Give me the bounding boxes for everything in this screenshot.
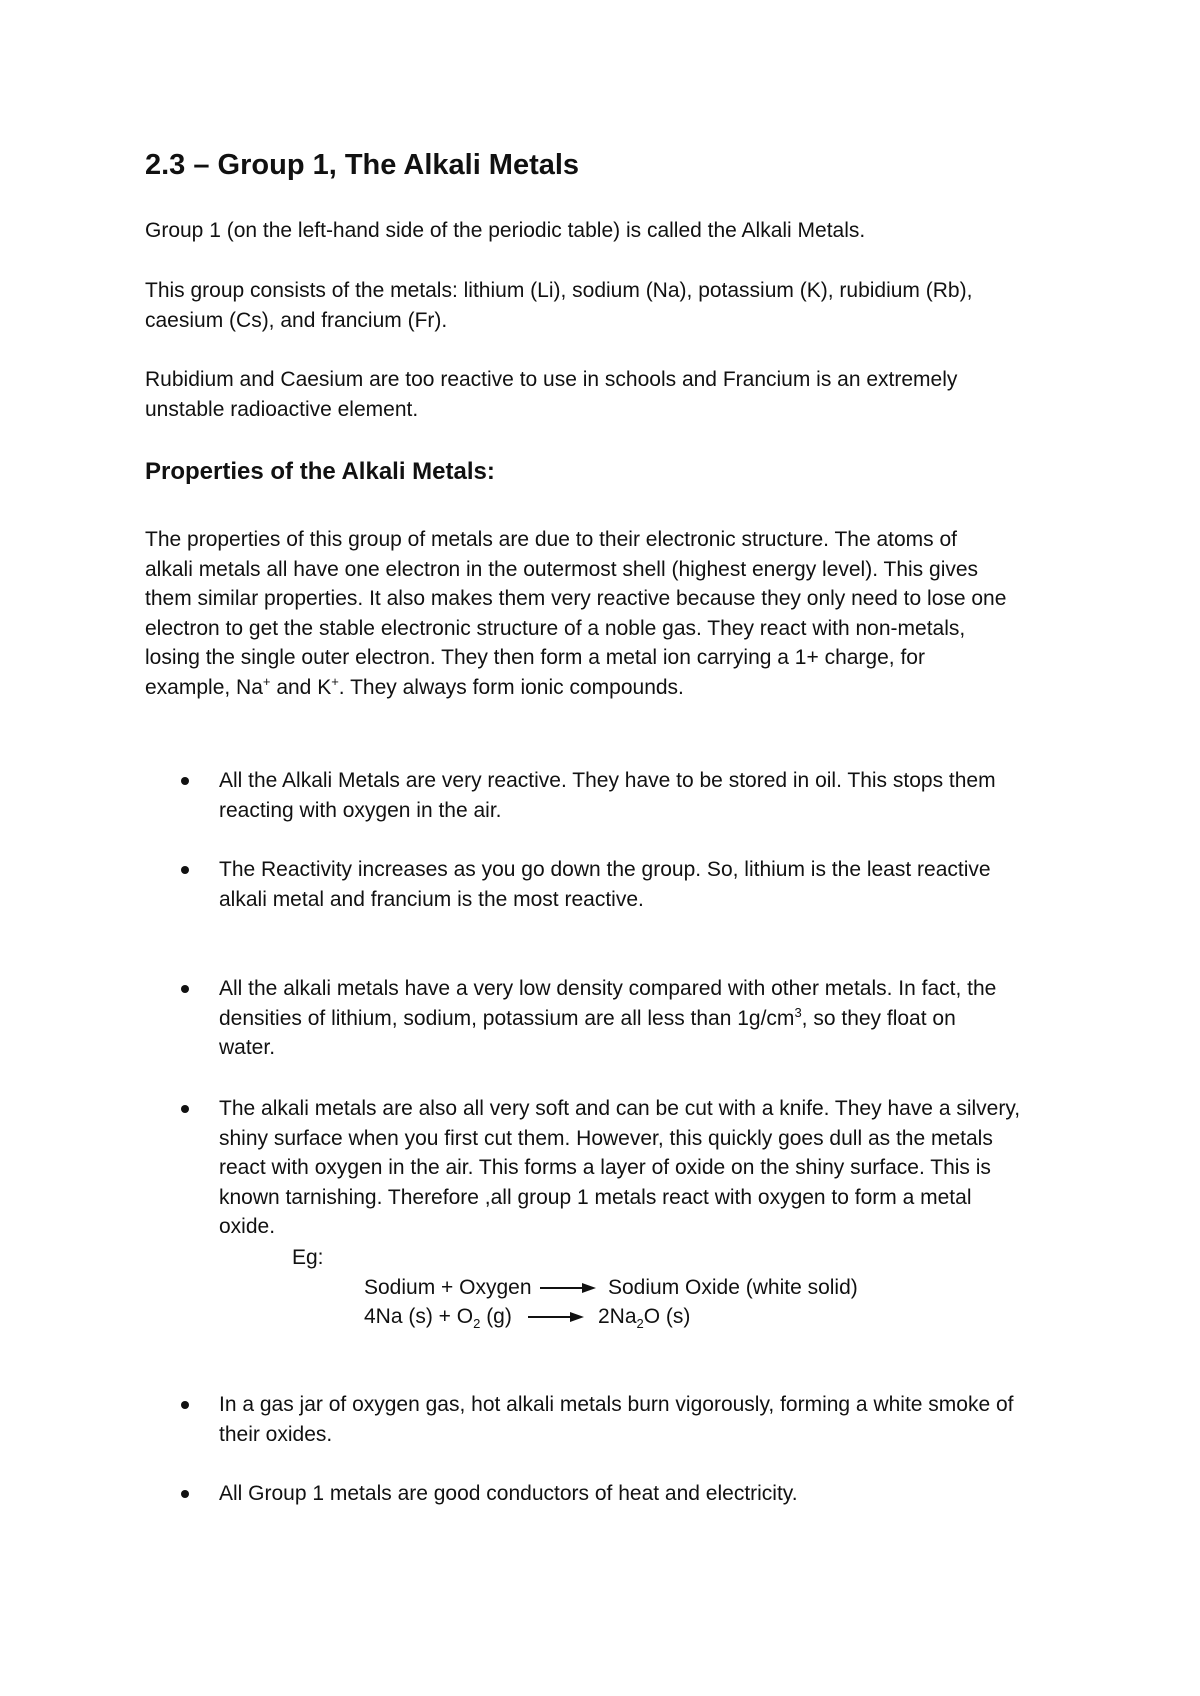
list-line: shiny surface when you first cut them. However, this quickly goes dull as the metals xyxy=(219,1126,993,1150)
text-run: . They always form ionic compounds. xyxy=(338,675,684,699)
list-line: their oxides. xyxy=(219,1422,333,1446)
symbol-equation xyxy=(364,1302,691,1332)
bullet-icon xyxy=(181,1490,189,1498)
superscript: 3 xyxy=(794,1004,802,1020)
symbol-equation-products xyxy=(598,1302,690,1332)
text-run: 4Na (s) + O xyxy=(364,1305,474,1328)
list-line: oxide. xyxy=(219,1215,276,1238)
text-run: and K xyxy=(270,675,332,699)
list-line: The Reactivity increases as you go down the group. So, lithium is the least reactive xyxy=(219,858,991,881)
list-line: All the alkali metals have a very low density compared with other metals. In fact, the xyxy=(219,977,997,1000)
intro-line: unstable radioactive element. xyxy=(145,397,419,421)
intro-line: This group consists of the metals: lithium (Li), sodium (Na), potassium (K), rubidium (Rb), xyxy=(145,279,973,302)
text-run: 2Na xyxy=(598,1305,637,1328)
reaction-arrow-icon xyxy=(540,1282,596,1294)
paragraph-line: losing the single outer electron. They then form a metal ion carrying a 1+ charge, for xyxy=(145,646,925,669)
bullet-icon xyxy=(181,1401,189,1409)
bullet-icon xyxy=(181,1105,189,1113)
intro-paragraph-2 xyxy=(145,276,1065,335)
intro-paragraph-1 xyxy=(145,216,1065,246)
section-heading: Properties of the Alkali Metals: xyxy=(145,458,495,485)
bullet-icon xyxy=(181,777,189,785)
text-run: O (s) xyxy=(643,1305,691,1328)
word-equation-products: Sodium Oxide (white solid) xyxy=(608,1276,858,1299)
list-item-text xyxy=(219,855,1099,914)
example-label: Eg: xyxy=(292,1246,324,1269)
list-line: All the Alkali Metals are very reactive. They have to be stored in oil. This stops them xyxy=(219,769,996,792)
paragraph-line: electron to get the stable electronic structure of a noble gas. They react with non-metals, xyxy=(145,616,966,640)
subscript: 2 xyxy=(636,1316,644,1332)
properties-paragraph xyxy=(145,525,1065,702)
text-run: example, Na xyxy=(145,675,263,699)
list-item-text xyxy=(219,766,1099,825)
superscript: + xyxy=(262,673,271,689)
intro-line: Group 1 (on the left-hand side of the periodic table) is called the Alkali Metals. xyxy=(145,219,866,242)
page-title: 2.3 – Group 1, The Alkali Metals xyxy=(145,149,580,181)
list-line: known tarnishing. Therefore ,all group 1 metals react with oxygen to form a metal xyxy=(219,1185,972,1209)
intro-line: Rubidium and Caesium are too reactive to use in schools and Francium is an extremely xyxy=(145,368,958,391)
word-equation xyxy=(364,1273,858,1303)
bullet-icon xyxy=(181,866,189,874)
list-item-text xyxy=(219,1479,1099,1509)
text-run: densities of lithium, sodium, potassium are all less than 1g/cm xyxy=(219,1006,795,1030)
paragraph-line xyxy=(145,673,1065,703)
list-line: alkali metal and francium is the most reactive. xyxy=(219,887,644,911)
list-line: water. xyxy=(219,1036,276,1059)
list-line: In a gas jar of oxygen gas, hot alkali metals burn vigorously, forming a white smoke of xyxy=(219,1393,1014,1416)
symbol-equation-reactants xyxy=(364,1305,512,1332)
list-line: react with oxygen in the air. This forms a layer of oxide on the shiny surface. This is xyxy=(219,1156,991,1179)
list-line: The alkali metals are also all very soft and can be cut with a knife. They have a silvery, xyxy=(219,1097,1021,1120)
list-item-text xyxy=(219,974,1099,1063)
text-run: (g) xyxy=(480,1305,512,1328)
paragraph-line: them similar properties. It also makes them very reactive because they only need to lose one xyxy=(145,587,1007,610)
list-line xyxy=(219,1004,1099,1034)
word-equation-reactants: Sodium + Oxygen xyxy=(364,1276,532,1299)
list-line: All Group 1 metals are good conductors of heat and electricity. xyxy=(219,1482,798,1505)
intro-paragraph-3 xyxy=(145,365,1065,424)
bullet-icon xyxy=(181,985,189,993)
list-item-text xyxy=(219,1390,1099,1449)
superscript: + xyxy=(331,673,339,689)
reaction-arrow-icon xyxy=(528,1311,584,1323)
paragraph-line: The properties of this group of metals are due to their electronic structure. The atoms of xyxy=(145,528,958,551)
subscript: 2 xyxy=(473,1316,481,1332)
text-run: , so they float on xyxy=(801,1006,956,1030)
paragraph-line: alkali metals all have one electron in the outermost shell (highest energy level). This gives xyxy=(145,557,979,581)
intro-line: caesium (Cs), and francium (Fr). xyxy=(145,308,448,332)
list-item-text xyxy=(219,1094,1099,1242)
list-line: reacting with oxygen in the air. xyxy=(219,798,502,822)
